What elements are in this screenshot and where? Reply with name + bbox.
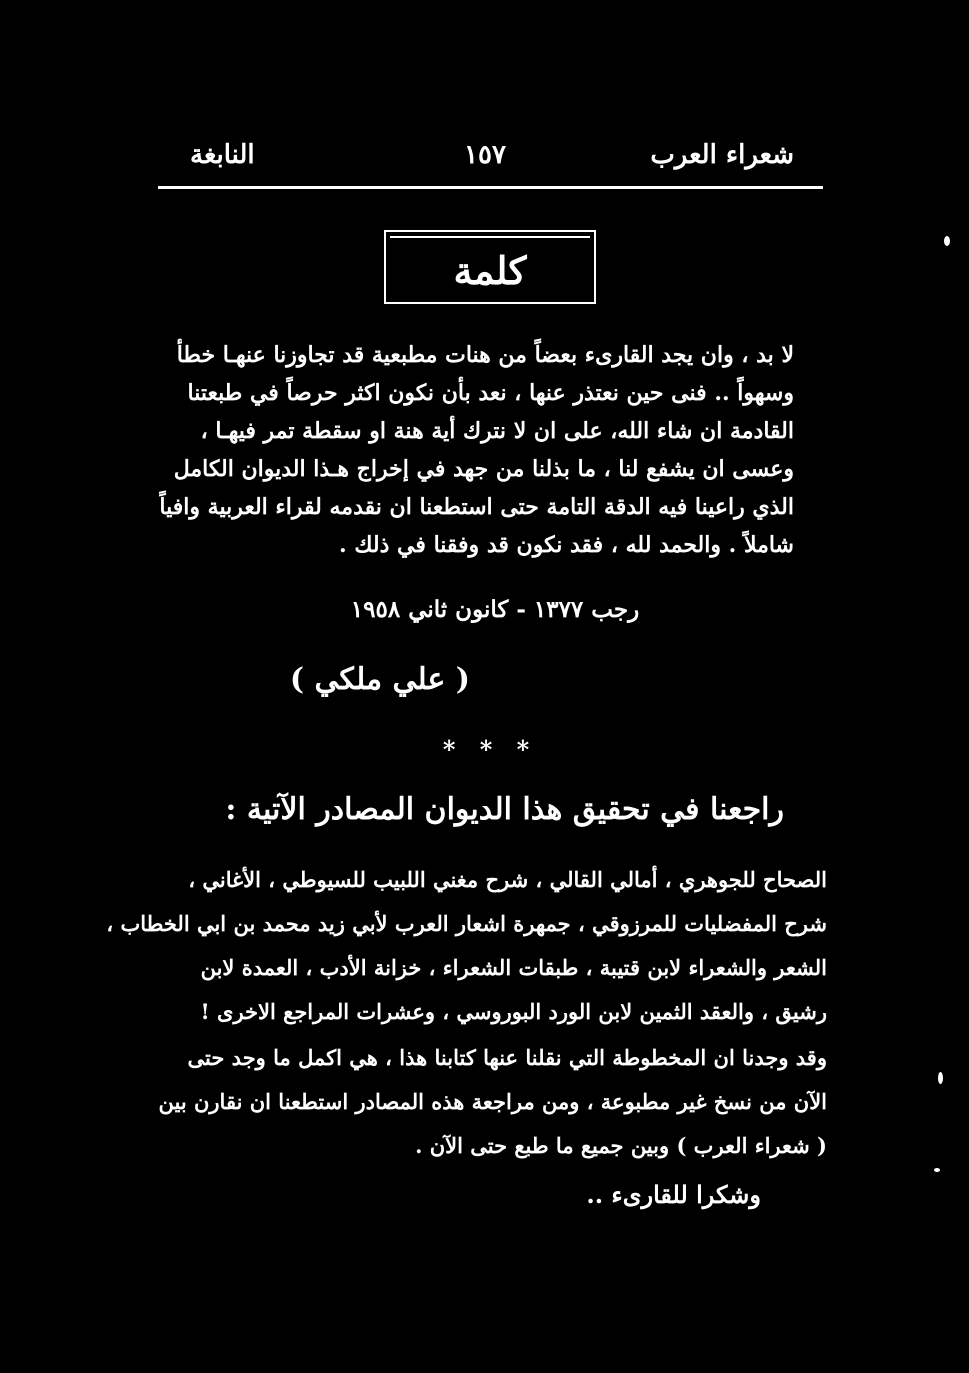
page-number: ١٥٧ — [464, 140, 506, 170]
closing-line: الآن من نسخ غير مطبوعة ، ومن مراجعة هذه المصادر استطعنا ان نقارن بين — [158, 1089, 827, 1114]
intro-line: وعسى ان يشفع لنا ، ما بذلنا من جهد في إخراج هـذا الديوان الكامل — [173, 456, 794, 482]
title-box — [384, 230, 596, 304]
intro-line: القادمة ان شاء الله، على ان لا نترك أية هنة او سقطة تمر فيهـا ، — [200, 418, 794, 444]
scan-speck — [934, 1168, 940, 1172]
running-header-book-title: شعراء العرب — [650, 140, 794, 170]
scan-speck — [944, 236, 950, 246]
closing-line: وقد وجدنا ان المخطوطة التي نقلنا عنها كتابنا هذا ، هي اكمل ما وجد حتى — [187, 1045, 827, 1070]
sources-heading: راجعنا في تحقيق هذا الديوان المصادر الآتية : — [225, 792, 784, 827]
intro-line: شاملاً . والحمد لله ، فقد نكون قد وفقنا في ذلك . — [339, 532, 794, 558]
running-header-poet-name: النابغة — [190, 140, 255, 170]
closing-thanks: وشكرا للقارىء .. — [586, 1180, 761, 1209]
date-line: رجب ١٣٧٧ - كانون ثاني ١٩٥٨ — [350, 596, 640, 623]
sources-line: الشعر والشعراء لابن قتيبة ، طبقات الشعراء ، خزانة الأدب ، العمدة لابن — [200, 955, 827, 980]
sources-line: رشيق ، والعقد الثمين لابن الورد البوروسي ، وعشرات المراجع الاخرى ! — [200, 999, 827, 1024]
sources-line: الصحاح للجوهري ، أمالي القالي ، شرح مغني اللبيب للسيوطي ، الأغاني ، — [188, 867, 827, 892]
sources-line: شرح المفضليات للمرزوقي ، جمهرة اشعار العرب لأبي زيد محمد بن ابي الخطاب ، — [106, 911, 827, 936]
page-title: كلمة — [453, 248, 527, 293]
closing-paragraph — [159, 1036, 827, 1168]
closing-line: ( شعراء العرب ) وبين جميع ما طبع حتى الآن . — [415, 1133, 827, 1158]
section-separator: * * * — [442, 735, 538, 764]
intro-line: الذي راعينا فيه الدقة التامة حتى استطعنا ان نقدمه لقراء العربية وافياً — [159, 494, 794, 520]
header-rule — [158, 186, 823, 189]
intro-line: وسهواً .. فنى حين نعتذر عنها ، نعد بأن نكون اكثر حرصاً في طبعتنا — [187, 380, 794, 406]
sources-paragraph — [106, 858, 827, 1034]
intro-line: لا بد ، وان يجد القارىء بعضاً من هنات مطبعية قد تجاوزنا عنهـا خطأ — [176, 342, 794, 368]
scan-speck — [938, 1072, 943, 1084]
intro-paragraph — [159, 336, 794, 564]
author-signature: ( علي ملكي ) — [289, 662, 470, 697]
